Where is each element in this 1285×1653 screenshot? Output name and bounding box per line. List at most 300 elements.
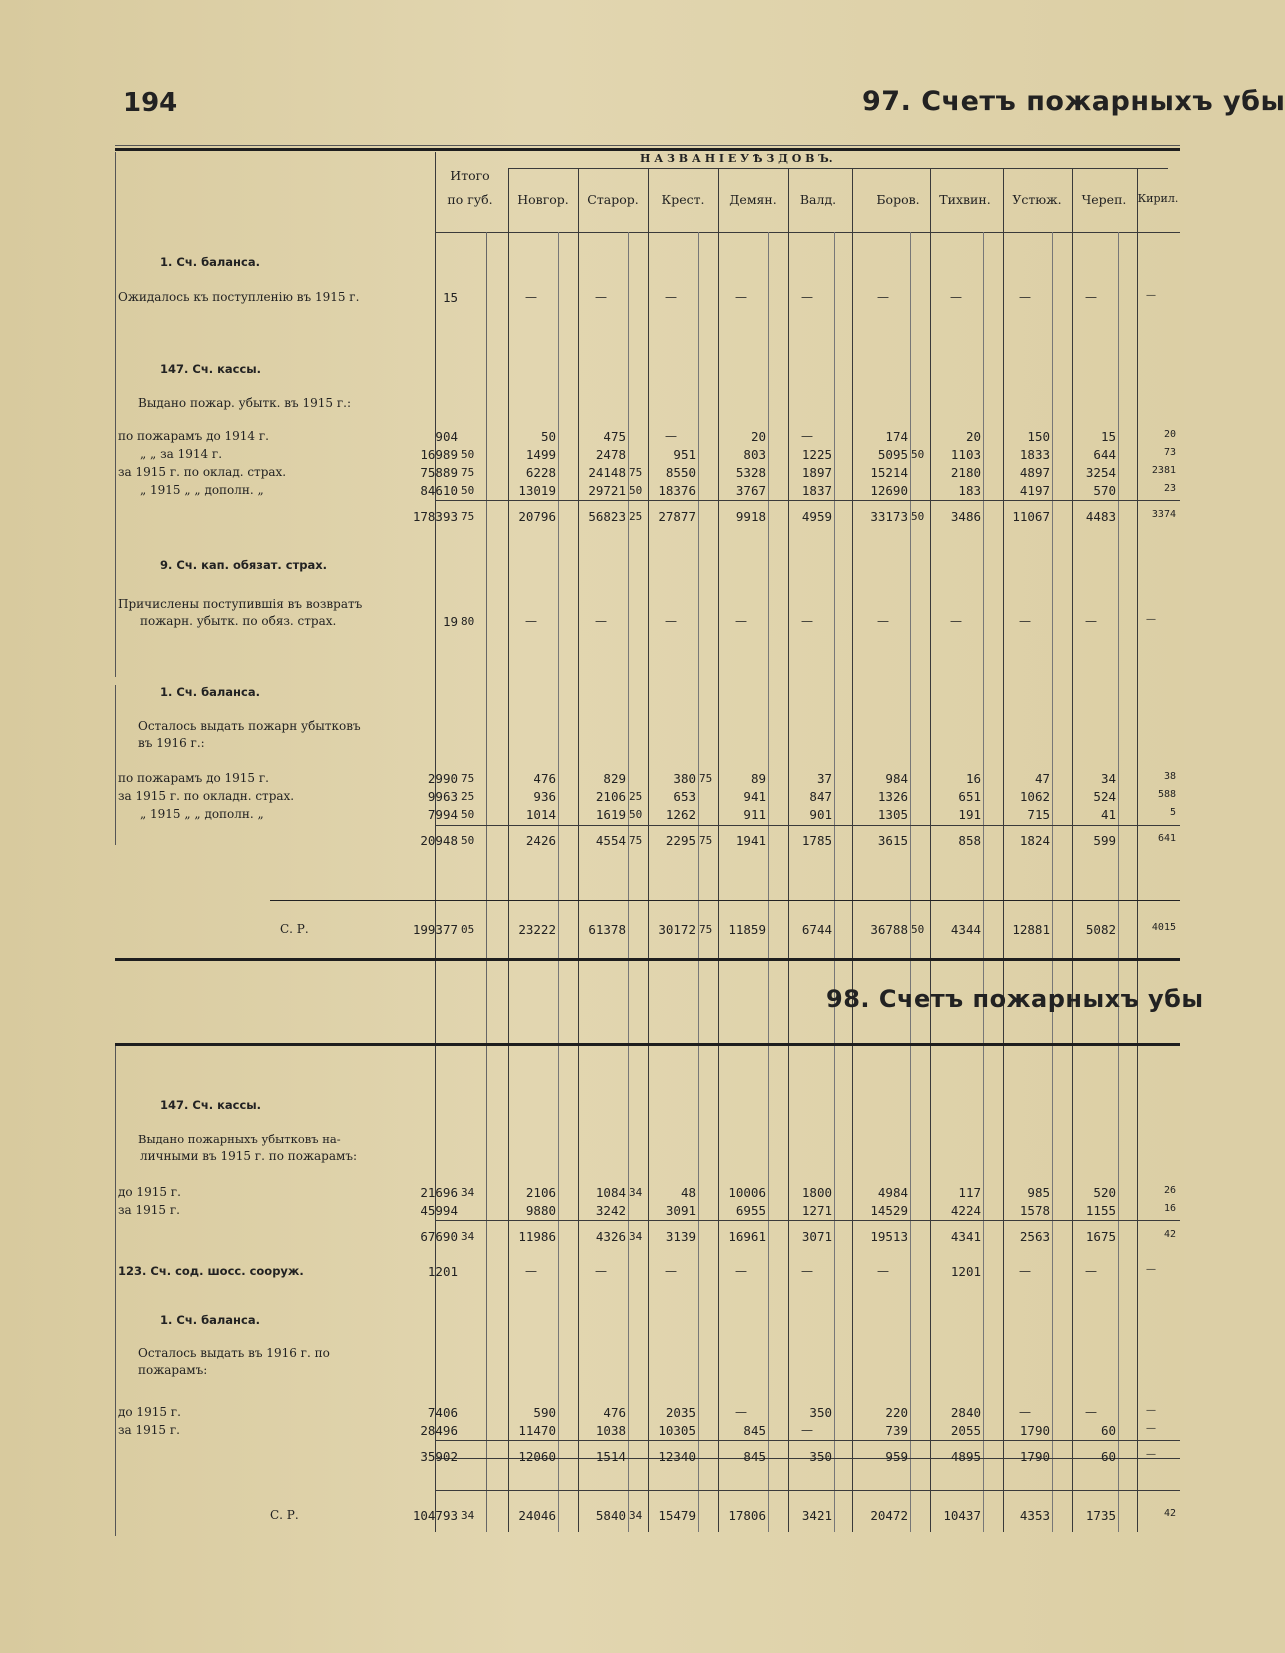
t2-left-border <box>115 1046 116 1536</box>
table-cell-kopecks: 50 <box>629 484 643 497</box>
table-cell: 1824 <box>1019 833 1050 848</box>
table-cell: 2055 <box>950 1423 981 1438</box>
t1-sec-balance-2: 1. Сч. баланса. <box>160 685 260 699</box>
t1-row-label: за 1915 г. по окладн. страх. <box>118 789 295 803</box>
t1-bottom-rule <box>115 958 1180 961</box>
table-cell-kopecks: 25 <box>461 790 475 803</box>
table-cell-kopecks: 75 <box>629 834 643 847</box>
table-cell: 941 <box>743 789 766 804</box>
t1-row-label: „ 1915 „ „ дополн. „ <box>140 483 264 497</box>
table-cell: 23222 <box>518 922 556 937</box>
table-cell: — <box>525 290 537 304</box>
table-cell: 2478 <box>595 447 626 462</box>
table-cell: — <box>1146 1405 1156 1416</box>
table-cell: 4984 <box>877 1185 908 1200</box>
table-cell: 9963 <box>427 789 458 804</box>
table-cell: 47 <box>1034 771 1050 786</box>
table-cell: 41 <box>1100 807 1116 822</box>
table-cell-kopecks: 34 <box>629 1509 643 1522</box>
table-cell: 4341 <box>950 1229 981 1244</box>
table-cell: — <box>735 614 747 628</box>
table-cell-kopecks: 50 <box>461 834 475 847</box>
table-cell: 1201 <box>950 1264 981 1279</box>
table-cell: 570 <box>1093 483 1116 498</box>
t2-top-rule <box>115 1043 1180 1046</box>
table-cell: 350 <box>809 1449 832 1464</box>
col-line <box>788 168 789 1532</box>
table-cell: 75889 <box>420 465 458 480</box>
col-line <box>852 168 853 1532</box>
table-cell: 715 <box>1027 807 1050 822</box>
table-cell: 191 <box>958 807 981 822</box>
table-cell: 42 <box>1163 1229 1176 1240</box>
t1-row-label: по пожарамъ до 1914 г. <box>118 429 269 443</box>
kop-line <box>834 232 835 1532</box>
table-cell-kopecks: 25 <box>629 510 643 523</box>
table-cell: 2840 <box>950 1405 981 1420</box>
table-cell: 3091 <box>665 1203 696 1218</box>
table-cell: 60 <box>1100 1449 1116 1464</box>
table-cell-kopecks: 75 <box>699 923 713 936</box>
table-cell: 7994 <box>427 807 458 822</box>
t1-sec-insurance: 9. Сч. кап. обязат. страх. <box>160 558 328 572</box>
table-cell: 4015 <box>1151 922 1176 933</box>
table-cell: 1271 <box>801 1203 832 1218</box>
col-header-demyan: Демян. <box>729 192 777 207</box>
table-cell-kopecks: 34 <box>461 1186 475 1199</box>
table-cell: 4897 <box>1019 465 1050 480</box>
table-cell: 12690 <box>870 483 908 498</box>
table-cell: 5 <box>1169 807 1176 818</box>
table-cell: 984 <box>885 771 908 786</box>
table-cell: 1675 <box>1085 1229 1116 1244</box>
table-cell: — <box>1146 1423 1156 1434</box>
table-cell: 33173 <box>870 509 908 524</box>
table-cell: 3486 <box>950 509 981 524</box>
table-cell: 42 <box>1163 1508 1176 1519</box>
table-cell-kopecks: 50 <box>461 808 475 821</box>
table-cell: 2035 <box>665 1405 696 1420</box>
table-cell: 901 <box>809 807 832 822</box>
table-cell: 104793 <box>412 1508 458 1523</box>
table-cell: 4326 <box>595 1229 626 1244</box>
col-line <box>1137 168 1138 1532</box>
kop-line <box>698 232 699 1532</box>
table-cell: 183 <box>958 483 981 498</box>
table-cell: — <box>1146 614 1156 625</box>
table-cell: 12881 <box>1012 922 1050 937</box>
col-line <box>648 168 649 1532</box>
left-border <box>115 152 116 677</box>
table-cell: 12060 <box>518 1449 556 1464</box>
table-cell: 524 <box>1093 789 1116 804</box>
table-cell: 1038 <box>595 1423 626 1438</box>
table-cell: 48 <box>680 1185 696 1200</box>
table-cell: 2563 <box>1019 1229 1050 1244</box>
table-cell: 7406 <box>427 1405 458 1420</box>
kop-line <box>768 232 769 1532</box>
t1-subtotal-rule <box>435 500 1180 501</box>
table-cell: 475 <box>603 429 626 444</box>
t2-sr-rule <box>435 1490 1180 1491</box>
table-cell: 19513 <box>870 1229 908 1244</box>
table-cell: 829 <box>603 771 626 786</box>
page-number: 194 <box>123 88 178 118</box>
table-cell: 21696 <box>420 1185 458 1200</box>
table-cell-kopecks: 50 <box>911 510 925 523</box>
table-cell: — <box>1019 614 1031 628</box>
t1-row-label: „ „ за 1914 г. <box>140 447 223 461</box>
table-cell: 1084 <box>595 1185 626 1200</box>
table-cell: — <box>1085 1405 1097 1419</box>
table-cell: — <box>1146 1264 1156 1275</box>
table-cell: 20 <box>1163 429 1176 440</box>
table-cell: 16989 <box>420 447 458 462</box>
table-cell: 1800 <box>801 1185 832 1200</box>
left-border <box>115 685 116 845</box>
table-cell: 2106 <box>595 789 626 804</box>
t1-returned-label-2: пожарн. убытк. по обяз. страх. <box>140 614 337 628</box>
table-cell: 45994 <box>420 1203 458 1218</box>
table-cell: — <box>801 290 813 304</box>
table-cell: 29721 <box>588 483 626 498</box>
table-cell: 10437 <box>943 1508 981 1523</box>
table-cell: 1785 <box>801 833 832 848</box>
table-cell: 1833 <box>1019 447 1050 462</box>
table-cell: 1305 <box>877 807 908 822</box>
table-cell: 845 <box>743 1449 766 1464</box>
table-cell: 1837 <box>801 483 832 498</box>
table-cell: 644 <box>1093 447 1116 462</box>
table-cell: 18376 <box>658 483 696 498</box>
table-cell: 3374 <box>1151 509 1176 520</box>
t2-paid-label-1: Выдано пожарныхъ убытковъ на- <box>138 1132 341 1146</box>
table-cell: — <box>801 429 813 443</box>
table-cell: 23 <box>1163 483 1176 494</box>
table-cell: 520 <box>1093 1185 1116 1200</box>
table-cell: 904 <box>435 429 458 444</box>
t2-remain-label-1: Осталось выдать въ 1916 г. по <box>138 1346 330 1360</box>
table-cell: 5328 <box>735 465 766 480</box>
table-cell-kopecks: 50 <box>911 923 925 936</box>
t1-row-label: за 1915 г. по оклад. страх. <box>118 465 287 479</box>
col-header-total-line2: по губ. <box>447 192 493 207</box>
table-cell: 4344 <box>950 922 981 937</box>
table-cell-kopecks: 80 <box>461 615 475 628</box>
table-cell: 847 <box>809 789 832 804</box>
table-cell: — <box>877 290 889 304</box>
kop-line <box>983 232 984 1532</box>
table-cell: 15 <box>442 290 458 305</box>
t1-remain-label-1: Осталось выдать пожарн убытковъ <box>138 719 361 733</box>
table-cell: 2180 <box>950 465 981 480</box>
table-cell: 858 <box>958 833 981 848</box>
table-cell-kopecks: 75 <box>461 466 475 479</box>
table-cell: 4554 <box>595 833 626 848</box>
table-cell: — <box>525 614 537 628</box>
table-cell: 1514 <box>595 1449 626 1464</box>
t2-sec-balance: 1. Сч. баланса. <box>160 1313 260 1327</box>
col-header-krest: Крест. <box>661 192 705 207</box>
col-line <box>1003 168 1004 1532</box>
top-rule <box>115 148 1180 151</box>
table-cell: 1941 <box>735 833 766 848</box>
table-cell: — <box>665 429 677 443</box>
col-header-kiril: Кирил. <box>1137 192 1179 205</box>
table-cell: 641 <box>1157 833 1176 844</box>
table-cell: 1062 <box>1019 789 1050 804</box>
t2-subtotal-rule <box>435 1440 1180 1441</box>
t2-sec-road: 123. Сч. сод. шосс. сооруж. <box>118 1264 304 1278</box>
table-cell: 60 <box>1100 1423 1116 1438</box>
table-cell: 1326 <box>877 789 908 804</box>
table-cell-kopecks: 50 <box>911 448 925 461</box>
t1-sec-cash: 147. Сч. кассы. <box>160 362 262 376</box>
table-cell: 985 <box>1027 1185 1050 1200</box>
col-header-cherep: Череп. <box>1081 192 1127 207</box>
table-cell: 27877 <box>658 509 696 524</box>
table-cell: 3421 <box>801 1508 832 1523</box>
table-cell: — <box>1019 290 1031 304</box>
table-title-98: 98. Счетъ пожарныхъ убы <box>826 985 1204 1013</box>
t2-paid-label-2: личными въ 1915 г. по пожарамъ: <box>140 1149 358 1163</box>
district-band-header: Н А З В А Н І Е У Ѣ З Д О В Ъ. <box>640 152 833 165</box>
table-cell: 2990 <box>427 771 458 786</box>
table-cell: 10305 <box>658 1423 696 1438</box>
table-cell: 4353 <box>1019 1508 1050 1523</box>
col-header-tikhvin: Тихвин. <box>939 192 991 207</box>
table-cell: 845 <box>743 1423 766 1438</box>
table-cell: 1262 <box>665 807 696 822</box>
col-header-novgor: Новгор. <box>517 192 569 207</box>
table-cell: — <box>1019 1405 1031 1419</box>
col-header-vald: Валд. <box>799 192 837 207</box>
table-cell: 24046 <box>518 1508 556 1523</box>
table-cell: 936 <box>533 789 556 804</box>
t2-sec-cash: 147. Сч. кассы. <box>160 1098 262 1112</box>
table-cell: 959 <box>885 1449 908 1464</box>
table-cell: 2381 <box>1151 465 1176 476</box>
table-cell-kopecks: 50 <box>461 448 475 461</box>
col-header-staror: Старор. <box>587 192 639 207</box>
table-cell: — <box>1019 1264 1031 1278</box>
table-cell: — <box>877 614 889 628</box>
table-cell: 5840 <box>595 1508 626 1523</box>
table-cell-kopecks: 50 <box>461 484 475 497</box>
table-cell: 14529 <box>870 1203 908 1218</box>
table-cell: — <box>1146 1449 1156 1460</box>
header-bottom-rule <box>435 232 1180 233</box>
table-cell: — <box>1085 290 1097 304</box>
table-cell-kopecks: 75 <box>699 834 713 847</box>
table-cell: 2426 <box>525 833 556 848</box>
table-cell: 1103 <box>950 447 981 462</box>
table-cell: 9880 <box>525 1203 556 1218</box>
table-cell: 220 <box>885 1405 908 1420</box>
table-cell: — <box>595 614 607 628</box>
table-cell: 5095 <box>877 447 908 462</box>
table-cell: 11067 <box>1012 509 1050 524</box>
table-cell: 4483 <box>1085 509 1116 524</box>
t1-sec-balance: 1. Сч. баланса. <box>160 255 260 269</box>
table-cell: 150 <box>1027 429 1050 444</box>
table-cell: 199377 <box>412 922 458 937</box>
table-cell: — <box>801 614 813 628</box>
t2-subtotal-rule <box>435 1220 1180 1221</box>
table-cell: 3767 <box>735 483 766 498</box>
table-cell: 5082 <box>1085 922 1116 937</box>
table-cell: 1790 <box>1019 1423 1050 1438</box>
table-cell: 2106 <box>525 1185 556 1200</box>
col-header-total-line1: Итого <box>450 168 490 183</box>
t2-row-label: до 1915 г. <box>118 1405 181 1419</box>
col-header-ustyuzh: Устюж. <box>1012 192 1062 207</box>
t2-row-label: до 1915 г. <box>118 1185 181 1199</box>
table-cell: — <box>877 1264 889 1278</box>
table-cell: 56823 <box>588 509 626 524</box>
table-cell: 174 <box>885 429 908 444</box>
table-cell: 1578 <box>1019 1203 1050 1218</box>
table-cell: 11470 <box>518 1423 556 1438</box>
table-cell: 61378 <box>588 922 626 937</box>
table-cell: 20948 <box>420 833 458 848</box>
table-cell: — <box>801 1423 813 1437</box>
table-cell-kopecks: 34 <box>629 1230 643 1243</box>
table-cell-kopecks: 34 <box>629 1186 643 1199</box>
table-cell-kopecks: 50 <box>629 808 643 821</box>
table-cell: 16 <box>965 771 981 786</box>
table-cell: 89 <box>750 771 766 786</box>
kop-line <box>1118 232 1119 1532</box>
table-cell: 15479 <box>658 1508 696 1523</box>
table-cell: 84610 <box>420 483 458 498</box>
table-cell: 6744 <box>801 922 832 937</box>
table-cell: 1155 <box>1085 1203 1116 1218</box>
table-cell: 1735 <box>1085 1508 1116 1523</box>
table-cell: 1790 <box>1019 1449 1050 1464</box>
table-cell: 178393 <box>412 509 458 524</box>
table-cell: — <box>735 1264 747 1278</box>
table-cell: 3139 <box>665 1229 696 1244</box>
table-cell: 3615 <box>877 833 908 848</box>
table-cell: 3242 <box>595 1203 626 1218</box>
table-cell: 8550 <box>665 465 696 480</box>
t1-row-label: по пожарамъ до 1915 г. <box>118 771 269 785</box>
table-cell: — <box>1085 614 1097 628</box>
table-cell: 350 <box>809 1405 832 1420</box>
t1-expected-label: Ожидалось къ поступленію въ 1915 г. <box>118 290 360 304</box>
table-cell-kopecks: 34 <box>461 1230 475 1243</box>
table-cell: 651 <box>958 789 981 804</box>
table-cell: — <box>665 614 677 628</box>
band-rule <box>508 168 1168 169</box>
table-cell: — <box>595 1264 607 1278</box>
table-cell: — <box>801 1264 813 1278</box>
table-cell-kopecks: 34 <box>461 1509 475 1522</box>
table-cell: 37 <box>816 771 832 786</box>
table-cell: 26 <box>1163 1185 1176 1196</box>
table-cell: — <box>525 1264 537 1278</box>
t1-subtotal-rule <box>435 825 1180 826</box>
table-cell: 380 <box>673 771 696 786</box>
t1-sr-rule <box>270 900 1180 901</box>
top-rule-thin <box>115 145 1180 146</box>
table-title-97: 97. Счетъ пожарныхъ убы <box>862 86 1285 117</box>
table-cell: 11859 <box>728 922 766 937</box>
table-cell: 1014 <box>525 807 556 822</box>
col-line <box>508 168 509 1532</box>
table-cell: 588 <box>1157 789 1176 800</box>
col-line <box>578 168 579 1532</box>
t1-row-label: „ 1915 „ „ дополн. „ <box>140 807 264 821</box>
kop-line <box>1052 232 1053 1532</box>
table-cell: 1897 <box>801 465 832 480</box>
table-cell-kopecks: 75 <box>699 772 713 785</box>
table-cell: — <box>950 290 962 304</box>
table-cell: 951 <box>673 447 696 462</box>
table-cell: 20 <box>965 429 981 444</box>
table-cell: — <box>1146 290 1156 301</box>
table-cell: 35902 <box>420 1449 458 1464</box>
table-cell: — <box>595 290 607 304</box>
table-cell: 30172 <box>658 922 696 937</box>
table-cell: 4224 <box>950 1203 981 1218</box>
table-cell: 803 <box>743 447 766 462</box>
table-cell: — <box>735 1405 747 1419</box>
table-cell: 3254 <box>1085 465 1116 480</box>
t2-sr-label: С. Р. <box>270 1508 299 1522</box>
table-cell: 16 <box>1163 1203 1176 1214</box>
table-cell: 590 <box>533 1405 556 1420</box>
table-cell: 1499 <box>525 447 556 462</box>
table-cell: 476 <box>533 771 556 786</box>
table-cell: 13019 <box>518 483 556 498</box>
table-cell: 1619 <box>595 807 626 822</box>
t2-row-label: за 1915 г. <box>118 1203 180 1217</box>
table-cell: 38 <box>1163 771 1176 782</box>
col-header-borov: Боров. <box>876 192 920 207</box>
table-cell: 599 <box>1093 833 1116 848</box>
table-cell: 15 <box>1100 429 1116 444</box>
kop-line <box>910 232 911 1532</box>
table-cell: 3071 <box>801 1229 832 1244</box>
table-cell: 16961 <box>728 1229 766 1244</box>
table-cell: — <box>735 290 747 304</box>
table-cell: 4959 <box>801 509 832 524</box>
table-cell: 117 <box>958 1185 981 1200</box>
table-cell: 24148 <box>588 465 626 480</box>
t1-paid-label: Выдано пожар. убытк. въ 1915 г.: <box>138 396 351 410</box>
table-cell-kopecks: 75 <box>629 466 643 479</box>
table-cell: — <box>665 1264 677 1278</box>
table-cell: 34 <box>1100 771 1116 786</box>
table-cell: 15214 <box>870 465 908 480</box>
table-cell: 19 <box>442 614 458 629</box>
table-cell: 2295 <box>665 833 696 848</box>
table-cell: 20472 <box>870 1508 908 1523</box>
t1-returned-label-1: Причислены поступившія въ возвратъ <box>118 597 363 611</box>
table-cell: 739 <box>885 1423 908 1438</box>
table-cell: 1201 <box>427 1264 458 1279</box>
table-cell: 9918 <box>735 509 766 524</box>
table-cell: 1225 <box>801 447 832 462</box>
table-cell: 20796 <box>518 509 556 524</box>
t2-remain-label-2: пожарамъ: <box>138 1363 208 1377</box>
table-cell: 11986 <box>518 1229 556 1244</box>
table-cell-kopecks: 75 <box>461 772 475 785</box>
col-line <box>718 168 719 1532</box>
table-cell: — <box>1085 1264 1097 1278</box>
